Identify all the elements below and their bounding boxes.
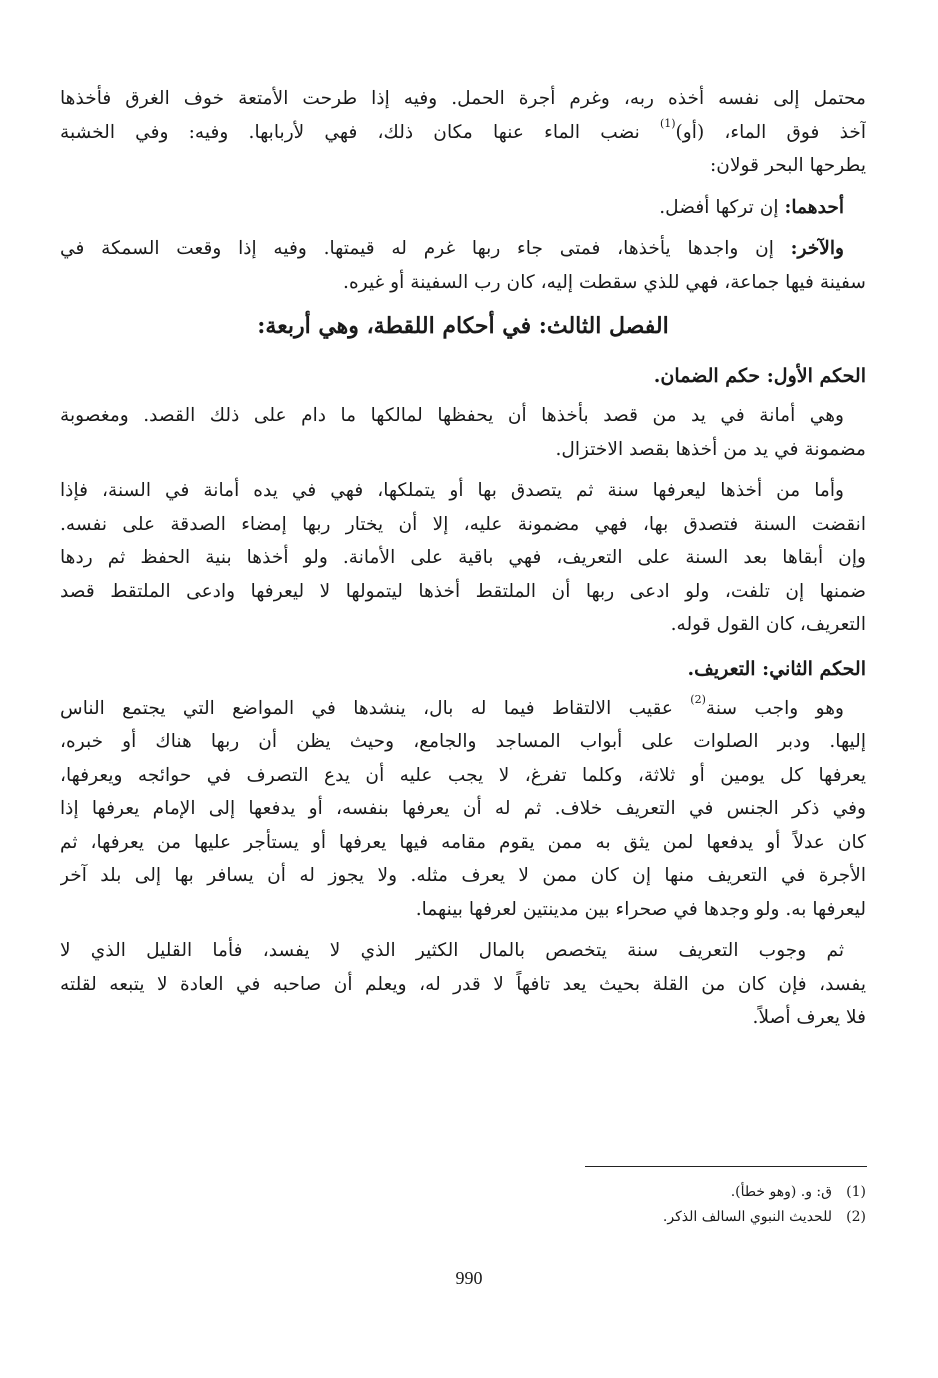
footnote-ref[interactable]: (2) [690,693,706,707]
opinion-text: إن تركها أفضل. [659,196,785,218]
footnotes [266,1180,866,1230]
text-line: ضمنها إن تلفت، ولو ادعى ربها أن الملتقط أخذها ليتمولها لا ليعرفها وادعى الملتقط قصد [60,580,866,602]
text-line: وفي ذكر الجنس في التعريف خلاف. ثم له أن يعرفها بنفسه، أو يدفعها إلى الإمام يعرفها إذا [60,798,866,819]
text-line: وأما من أخذها ليعرفها سنة ثم يتصدق بها أو يتملكها، فهي في يده أمانة في السنة، فإذا [60,480,844,501]
text-line: يفسد، فإن كان من القلة بحيث يعد تافهاً لا قدر له، ويعلم أن صاحبه في العادة لا يتبعه لقلته [60,973,866,995]
ruling-title: الحكم الثاني: التعريف. [687,657,866,680]
text-line: التعريف، كان القول قوله. [670,614,866,635]
text-line: ليعرفها به. ولو وجدها في صحراء بين مدينتين لعرفها بينهما. [415,898,866,920]
footnote-text: ق: و. (وهو خطأ). [730,1184,832,1200]
text-segment: آخذ فوق الماء، (أو) [675,121,866,143]
ruling-title: الحكم الأول: حكم الضمان. [653,365,866,387]
opinion-label: أحدهما: [784,196,844,218]
text-segment: نضب الماء عنها مكان ذلك، فهي لأربابها. وفيه: وفي الخشبة [60,121,660,143]
second-opinion [60,232,866,266]
text-line: كان عدلاً أو يدفعها لمن يثق به ممن يقوم مقامه فيها يعرفها أو يستأجر عليها من يعرفها، ثم [60,831,866,853]
footnote-number: (2) [846,1209,866,1225]
text-segment: عقيب الالتقاط فيما له بال، ينشدها في المواضع التي يجتمع الناس [60,697,691,719]
text-line: إليها. ودبر الصلوات على أبواب المساجد والجامع، وحيث يظن أن ربها هناك أو خبره، [60,731,866,752]
text-line: وهي أمانة في يد من قصد بأخذها أن يحفظها لمالكها ما دام على ذلك القصد. ومغصوبة [60,405,844,426]
opinion-text: إن واجدها يأخذها، فمتى جاء ربها غرم له قيمتها. وفيه إذا وقعت السمكة في [60,238,791,259]
text-line: يعرفها كل يومين أو ثلاثة، وكلما تفرغ، لا يجب عليه أن يدع التصرف في حوائجه ويعرفها، [60,764,866,786]
text-line: مضمونة في يد من أخذها بقصد الاختزال. [555,438,866,460]
text-line [60,116,866,150]
text-line: وإن أبقاها بعد السنة على التعريف، فهي باقية على الأمانة. ولو أخذها بنية الحفظ ثم ردها [60,547,866,568]
footnote-ref[interactable]: (1) [659,117,676,131]
text-line [60,692,866,726]
first-opinion [60,191,866,225]
opinion-label: والآخر: [790,238,844,259]
text-line: يطرحها البحر قولان: [710,155,866,176]
footnote [266,1180,866,1205]
chapter-title: الفصل الثالث: في أحكام اللقطة، وهي أربعة: [257,313,669,339]
text-line: فلا يعرف أصلاً. [752,1007,866,1028]
text-segment: وهو واجب سنة [705,697,844,719]
page-number: 990 [455,1268,483,1288]
text-line: محتمل إلى نفسه أخذه ربه، وغرم أجرة الحمل. وفيه إذا طرحت الأمتعة خوف الغرق فأخذها [60,88,866,109]
footnote-text: للحديث النبوي السالف الذكر. [662,1209,832,1225]
page-body [60,82,866,1035]
footnote-number: (1) [846,1184,866,1200]
text-line: سفينة فيها جماعة، فهي للذي سقطت إليه، كان رب السفينة أو غيره. [343,271,866,293]
text-line: انقضت السنة فتصدق بها، فهي مضمونة عليه، إلا أن يختار ربها إمضاء الصدقة على نفسه. [60,513,866,535]
text-line: ثم وجوب التعريف سنة يتخصص بالمال الكثير الذي لا يفسد، فأما القليل الذي لا [60,940,844,961]
text-line: الأجرة في التعريف منها إن كان ممن لا يعرف مثله. ولا يجوز له أن يسافر بها إلى بلد آخر [60,865,866,886]
footnote [266,1205,866,1230]
footnote-divider [585,1166,867,1167]
